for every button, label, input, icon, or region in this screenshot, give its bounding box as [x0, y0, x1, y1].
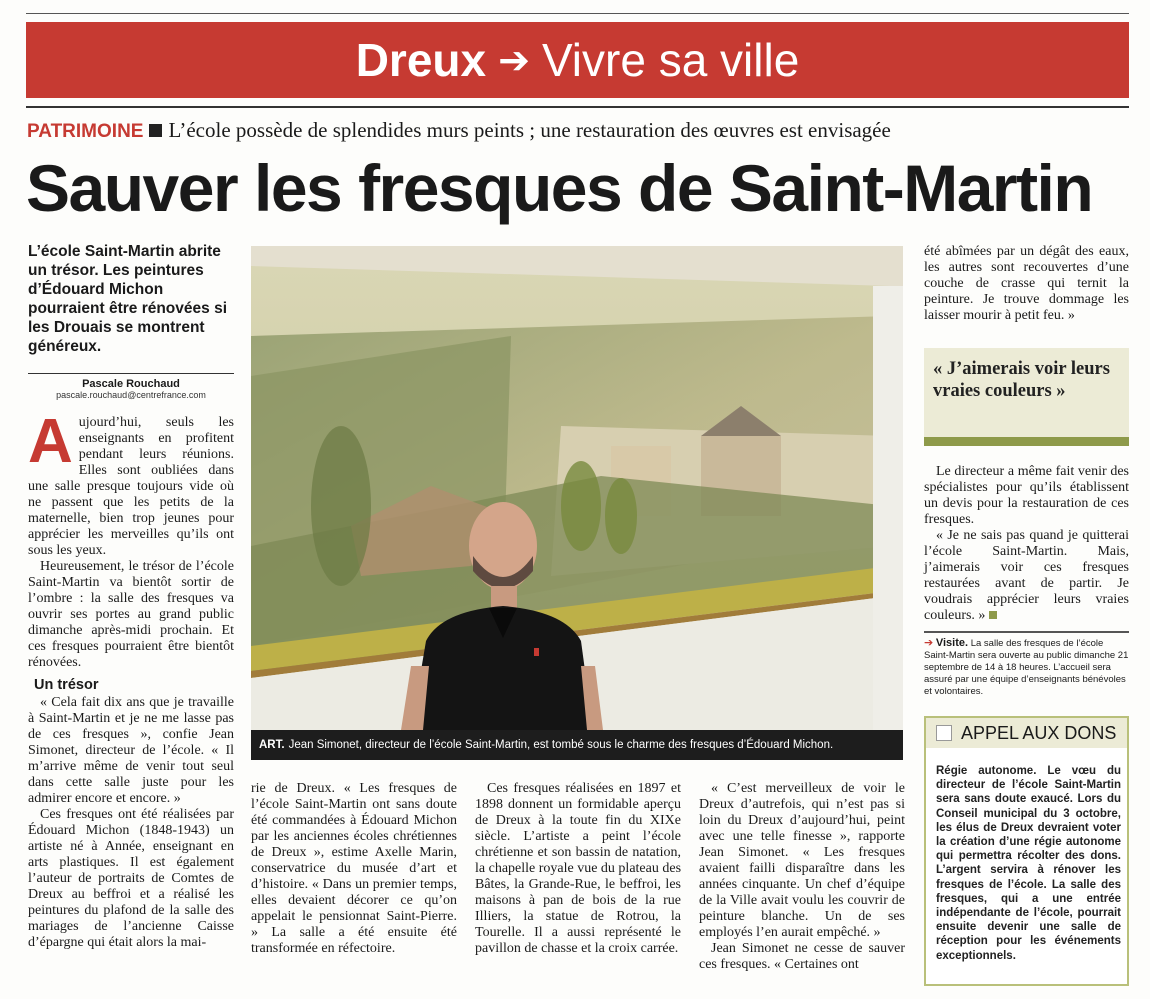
arrow-right-icon: ➔	[498, 38, 530, 82]
byline	[28, 378, 234, 400]
author-name: Pascale Rouchaud	[82, 378, 180, 390]
article-column-3	[475, 781, 681, 957]
subheading: Un trésor	[34, 677, 99, 693]
top-rule	[26, 13, 1129, 14]
section-title: Vivre sa ville	[541, 34, 800, 86]
article-column-5-bottom	[924, 464, 1129, 624]
lede: L’école Saint-Martin abrite un trésor. Les peintures d’Édouard Michon pourraient être rénovées si les Drouais se montrent généreux.	[28, 243, 227, 355]
article-column-5-top	[924, 244, 1129, 324]
visit-lead: Visite.	[935, 637, 969, 649]
author-email[interactable]: pascale.rouchaud@centrefrance.com	[56, 390, 206, 400]
paragraph: Aujourd’hui, seuls les enseignants en profitent pendant leurs réunions. Elles sont oubliées dans une salle presque toujours vide où ne passent que les petits de la maternelle, bien trop jeunes pour apprécier les merveilles qu’ils ont sous les yeux.	[28, 407, 234, 558]
arrow-right-icon: ➔	[924, 636, 934, 649]
byline-rule	[28, 373, 234, 374]
donation-title: APPEL AUX DONS	[961, 722, 1117, 743]
paragraph: « Cela fait dix ans que je travaille à Saint-Martin et je ne me lasse pas de ces fresques », confie Jean Simonet, directeur de l’école. « Il m’arrive même de venir tout seul dans cette salle juste pour les admirer encore et encore. »	[28, 695, 234, 806]
caption-text: Jean Simonet, directeur de l’école Saint-Martin, est tombé sous le charme des fresques d’Édouard Michon.	[288, 739, 834, 751]
article-column-1	[28, 407, 234, 951]
square-bullet-icon	[149, 124, 162, 137]
caption-lead: ART.	[259, 739, 285, 751]
visit-text: La salle des fresques de l’école Saint-Martin sera ouverte au public dimanche 21 septembre de 14 à 18 heures. L’accueil sera assuré par une équipe d’enseignants bénévoles et volontaires.	[924, 638, 1129, 697]
article-column-4	[699, 781, 905, 973]
paragraph: « C’est merveilleux de voir le Dreux d’autrefois, qui n’est pas si loin du Dreux d’aujourd’hui, peint avec une telle finesse », rapporte Jean Simonet. « Les fresques avaient failli disparaître dans les années cinquante. Un chef d’équipe de la Ville avait voulu les couvrir de peinture blanche. Un de ses employés l’en aurait empêché. »	[699, 781, 905, 940]
section-banner	[26, 22, 1129, 98]
paragraph: Ces fresques réalisées en 1897 et 1898 donnent un formidable aperçu de Dreux à la toute fin du XIXe siècle. L’artiste a peint l’école chrétienne et son bassin de natation, la chapelle royale vue du plateau des Bâtes, la Grande-Rue, le beffroi, les maisons à pan de bois de la rue Illiers, la statue de Rotrou, la Tourelle. Il a aussi représenté le pavillon de chasse et la croix carrée.	[475, 781, 682, 956]
paragraph: Jean Simonet ne cesse de sauver ces fresques. « Certaines ont	[699, 941, 905, 972]
kicker	[27, 118, 891, 143]
paragraph: « Je ne sais pas quand je quitterai l’école Saint-Martin. Mais, j’aimerais voir ces fresques restaurées avant de partir. Je voudrais apprécier leurs vraies couleurs. »	[924, 528, 1129, 623]
square-icon	[936, 725, 952, 741]
pull-quote	[924, 348, 1129, 446]
headline: Sauver les fresques de Saint-Martin	[26, 151, 1093, 225]
pull-quote-bar	[924, 437, 1129, 446]
paragraph: Le directeur a même fait venir des spécialistes pour qu’ils établissent un devis pour la restauration de ces fresques.	[924, 464, 1129, 527]
section-city: Dreux	[355, 34, 487, 86]
donation-text: Le vœu du directeur de l’école Saint-Martin sera sans doute exaucé. Lors du Conseil municipal du 3 octobre, les élus de Dreux devraient voter la création d’une régie autonome qui permettra récolter des dons. L’argent servira à rénover les fresques de l’école. La salle des fresques, qui a une entrée indépendante de l’école, pourrait ensuite devenir une salle de réception pour les événements exceptionnels.	[936, 765, 1121, 962]
kicker-text: L’école possède de splendides murs peints ; une restauration des œuvres est envisagée	[168, 118, 891, 142]
paragraph: Ces fresques ont été réalisées par Édouard Michon (1848-1943) un artiste né à Année, enseignant en arts plastiques. Il est également l’auteur de portraits de Comtes de Dreux au beffroi et a réalisé les peintures du plafond de la salle des mariages de l’ancienne Caisse d’épargne qui était alors la mai-	[28, 807, 234, 950]
donation-header	[926, 718, 1127, 748]
photo-caption	[251, 730, 903, 760]
kicker-category: PATRIMOINE	[27, 121, 144, 142]
donation-box	[924, 716, 1129, 986]
paragraph: été abîmées par un dégât des eaux, les autres sont recouvertes d’une couche de crasse qui ternit la peinture. Je trouve dommage les laisser mourir à petit feu. »	[924, 244, 1129, 323]
end-square-icon	[989, 611, 997, 619]
drop-cap: A	[28, 407, 73, 476]
pull-quote-text: « J’aimerais voir leurs vraies couleurs »	[933, 359, 1110, 401]
visit-info	[924, 637, 1129, 698]
visit-rule	[924, 631, 1129, 633]
donation-lead: Régie autonome.	[936, 765, 1037, 777]
banner-rule	[26, 106, 1129, 108]
article-column-2	[251, 781, 457, 957]
donation-body	[926, 748, 1127, 963]
paragraph: Heureusement, le trésor de l’école Saint-Martin va bientôt sortir de l’ombre : la salle des fresques va ouvrir ses portes au grand public dimanche après-midi prochain. Et ces fresques pourraient être bientôt rénovées.	[28, 559, 234, 670]
paragraph: rie de Dreux. « Les fresques de l’école Saint-Martin ont sans doute été commandées à Édouard Michon par les anciennes écoles chrétiennes de Dreux », estime Axelle Marin, conservatrice du musée d’art et d’histoire. « Dans un premier temps, elles devaient décorer ce qu’on appelait le pensionnat Saint-Pierre. » La salle a été ensuite été transformée en réfectoire.	[251, 781, 457, 956]
fresco-photo	[251, 246, 903, 730]
